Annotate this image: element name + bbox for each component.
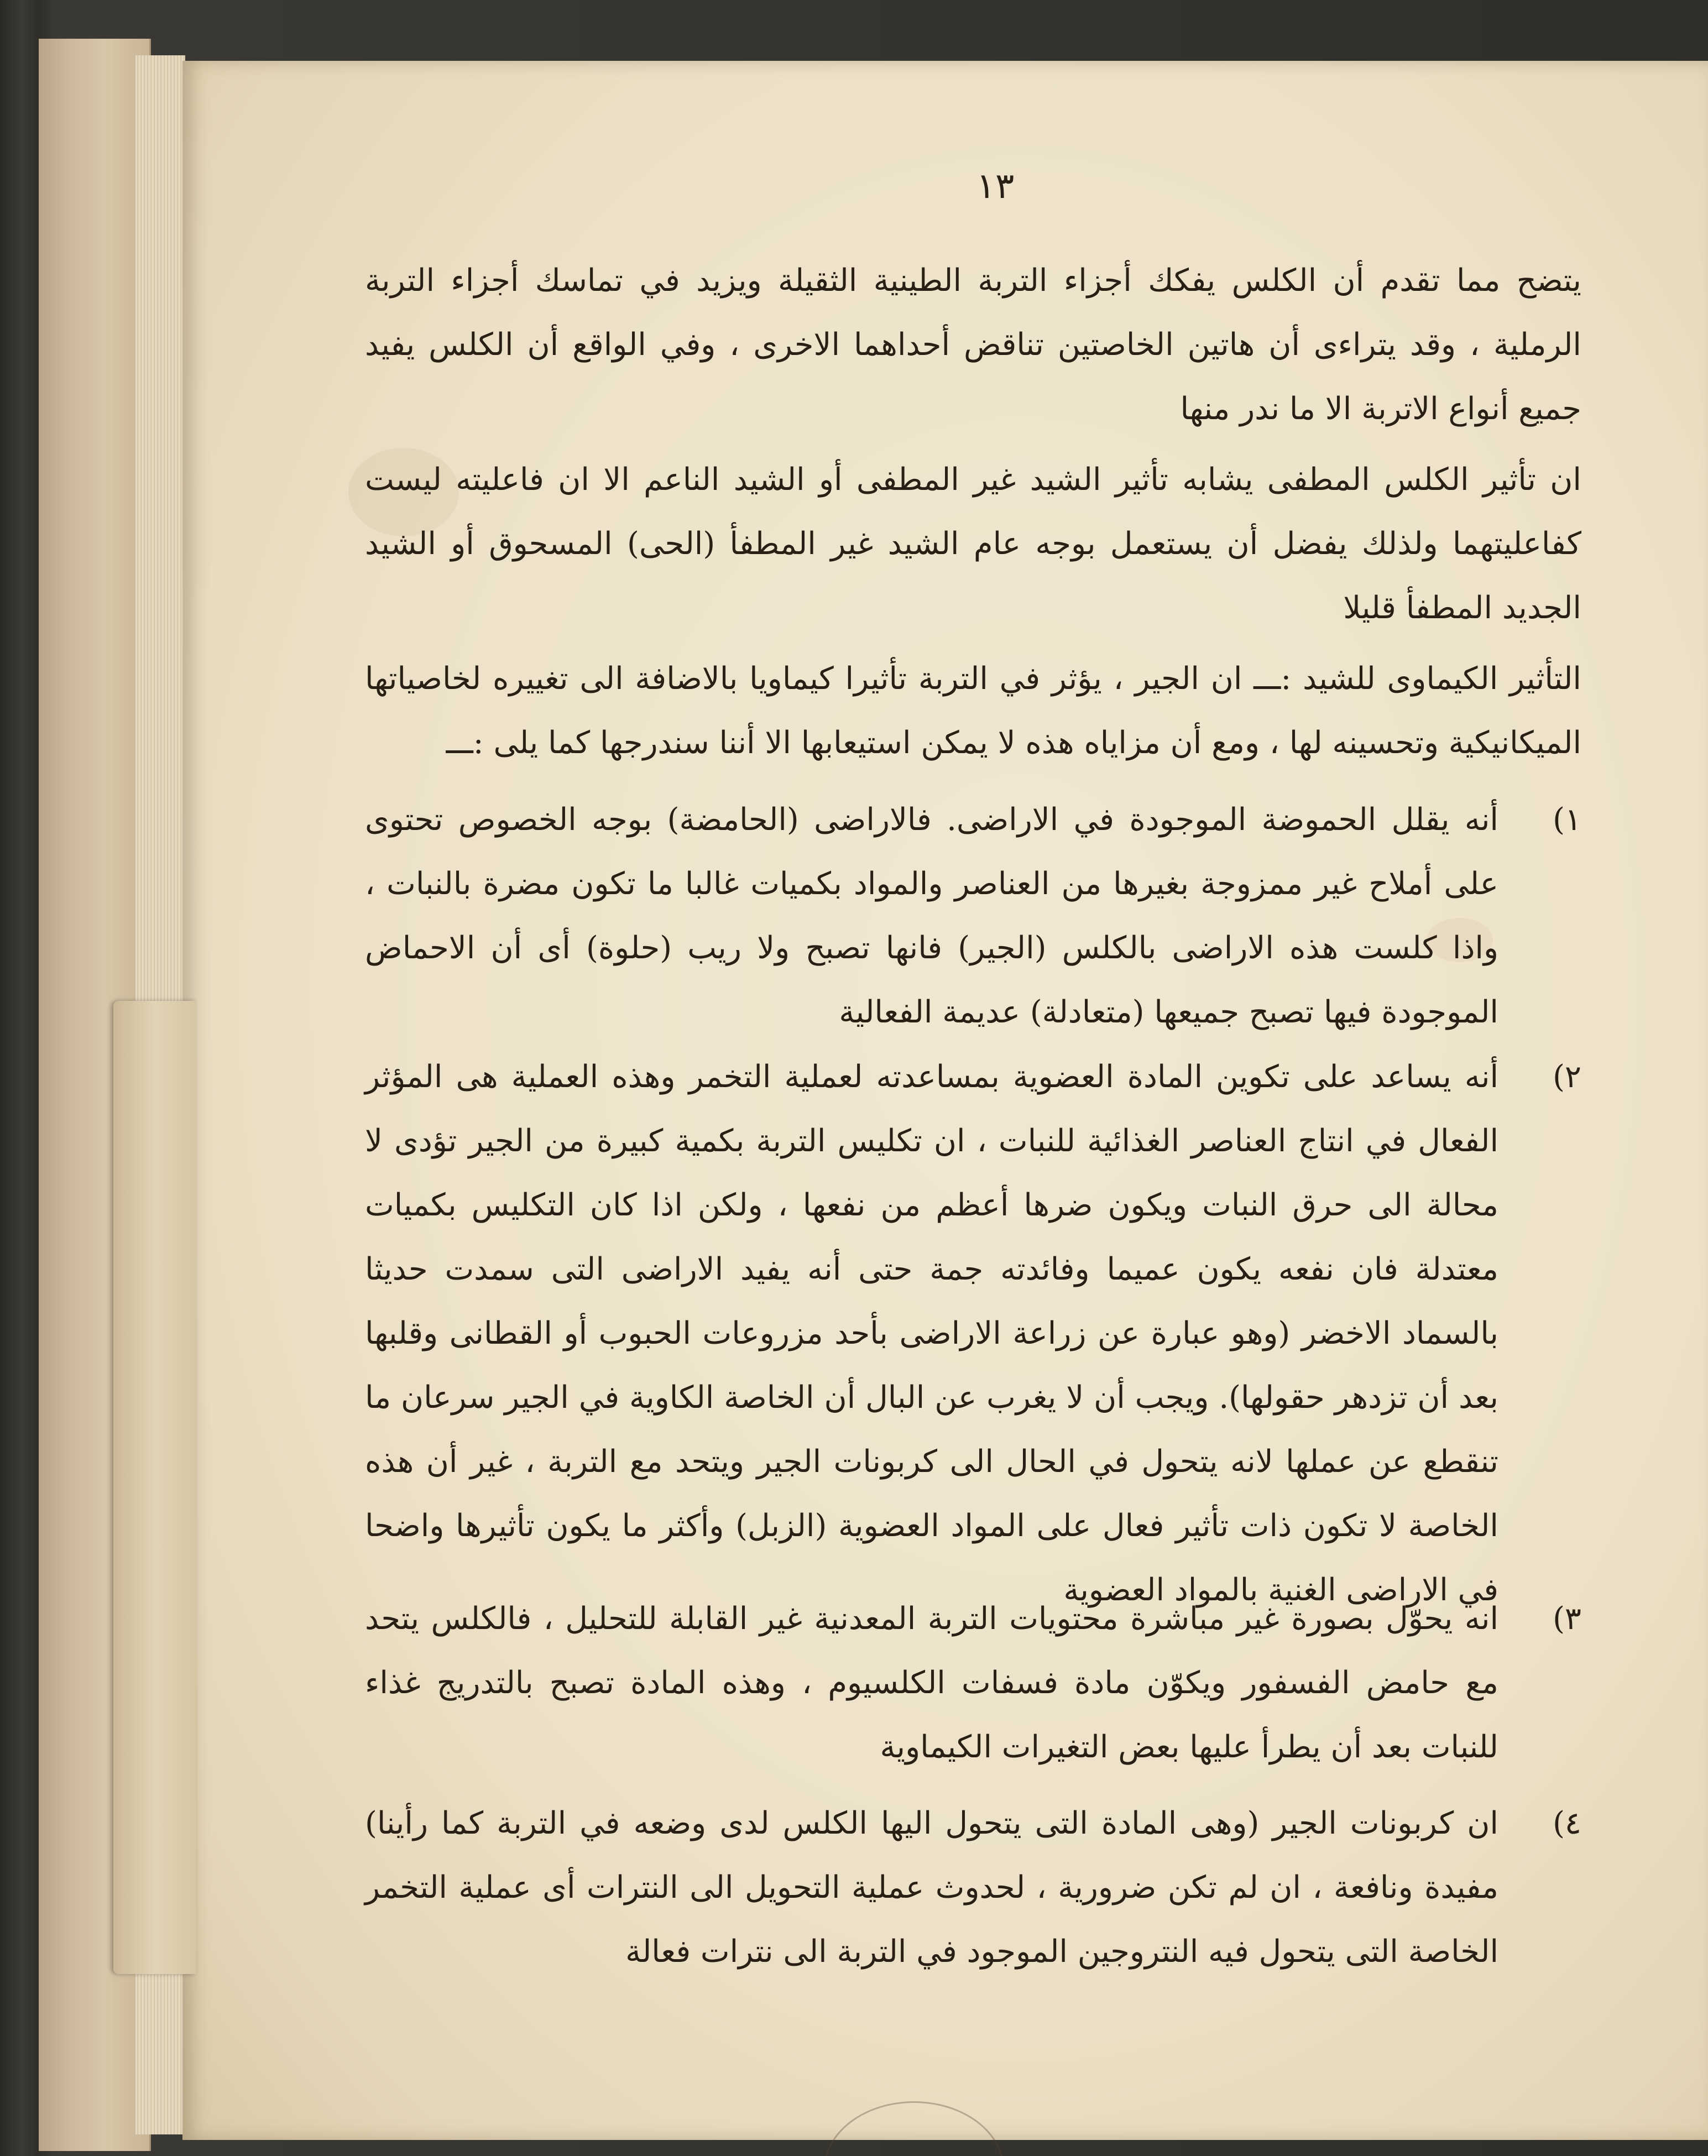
list-item-3 <box>365 1587 1581 1779</box>
list-item-number: ٢) <box>1553 1059 1581 1095</box>
list-item-number: ٤) <box>1553 1805 1581 1841</box>
list-item-1 <box>365 788 1581 1045</box>
list-item-number: ٣) <box>1553 1601 1581 1637</box>
list-item-4 <box>365 1792 1581 1984</box>
list-item-number: ١) <box>1553 802 1581 838</box>
list-item-text: ان كربونات الجير (وهى المادة التى يتحول اليها الكلس لدى وضعه في التربة كما رأينا) مفيدة ونافعة ، ان لم تكن ضرورية ، لحدوث عملية التحويل الى النترات أى عملية التخمر الخاصة التى يتحول فيه النتروجين الموجود في التربة الى نترات فعالة <box>365 1805 1498 1970</box>
list-item-2 <box>365 1045 1581 1622</box>
paragraph-3: التأثير الكيماوى للشيد :ـــ ان الجير ، يؤثر في التربة تأثيرا كيماويا بالاضافة الى تغييره لخاصياتها الميكانيكية وتحسينه لها ، ومع أن مزاياه هذه لا يمكن استيعابها الا أننا سندرجها كما يلى :ـــ <box>365 661 1581 761</box>
paragraph-1: يتضح مما تقدم أن الكلس يفكك أجزاء التربة الطينية الثقيلة ويزيد في تماسك أجزاء التربة الرملية ، وقد يتراءى أن هاتين الخاصتين تناقض أحداهما الاخرى ، وفي الواقع أن الكلس يفيد جميع أنواع الاتربة الا ما ندر منها <box>365 263 1581 427</box>
paragraph-2: ان تأثير الكلس المطفى يشابه تأثير الشيد غير المطفى أو الشيد الناعم الا ان فاعليته ليست كفاعليتهما ولذلك يفضل أن يستعمل بوجه عام الشيد غير المطفأ (الحى) المسحوق أو الشيد الجديد المطفأ قليلا <box>365 462 1581 626</box>
list-item-text: أنه يقلل الحموضة الموجودة في الاراضى. فالاراضى (الحامضة) بوجه الخصوص تحتوى على أملاح غير ممزوجة بغيرها من العناصر والمواد بكميات غالبا ما تكون مضرة بالنبات ، واذا كلست هذه الاراضى بالكلس (الجير) فانها تصبح ولا ريب (حلوة) أى أن الاحماض الموجودة فيها تصبح جميعها (متعادلة) عديمة الفعالية <box>365 802 1499 1030</box>
list-item-text: انه يحوّل بصورة غير مباشرة محتويات التربة المعدنية غير القابلة للتحليل ، فالكلس يتحد مع حامض الفسفور ويكوّن مادة فسفات الكلسيوم ، وهذه المادة تصبح بالتدريج غذاء للنبات بعد أن يطرأ عليها بعض التغيرات الكيماوية <box>365 1601 1498 1765</box>
torn-page-flap <box>113 1001 196 1974</box>
list-item-text: أنه يساعد على تكوين المادة العضوية بمساعدته لعملية التخمر وهذه العملية هى المؤثر الفعال في انتاج العناصر الغذائية للنبات ، ان تكليس التربة بكمية كبيرة من الجير تؤدى لا محالة الى حرق النبات ويكون ضرها أعظم من نفعها ، ولكن اذا كان التكليس بكميات معتدلة فان نفعه يكون عميما وفائدته جمة حتى أنه يفيد الاراضى التى سمدت حديثا بالسماد الاخضر (وهو عبارة عن زراعة الاراضى بأحد مزروعات الحبوب أو القطانى وقلبها بعد أن تزدهر حقولها). ويجب أن لا يغرب عن البال أن الخاصة الكاوية في الجير سرعان ما تنقطع عن عملها لانه يتحول في الحال الى كربونات الجير ويتحد مع التربة ، غير أن هذه الخاصة لا تكون ذات تأثير فعال على المواد العضوية (الزبل) وأكثر ما يكون تأثيرها واضحا في الاراضى الغنية بالمواد العضوية <box>365 1059 1499 1608</box>
page-number: ١٣ <box>976 166 1015 207</box>
circle-mark <box>824 2101 1004 2156</box>
